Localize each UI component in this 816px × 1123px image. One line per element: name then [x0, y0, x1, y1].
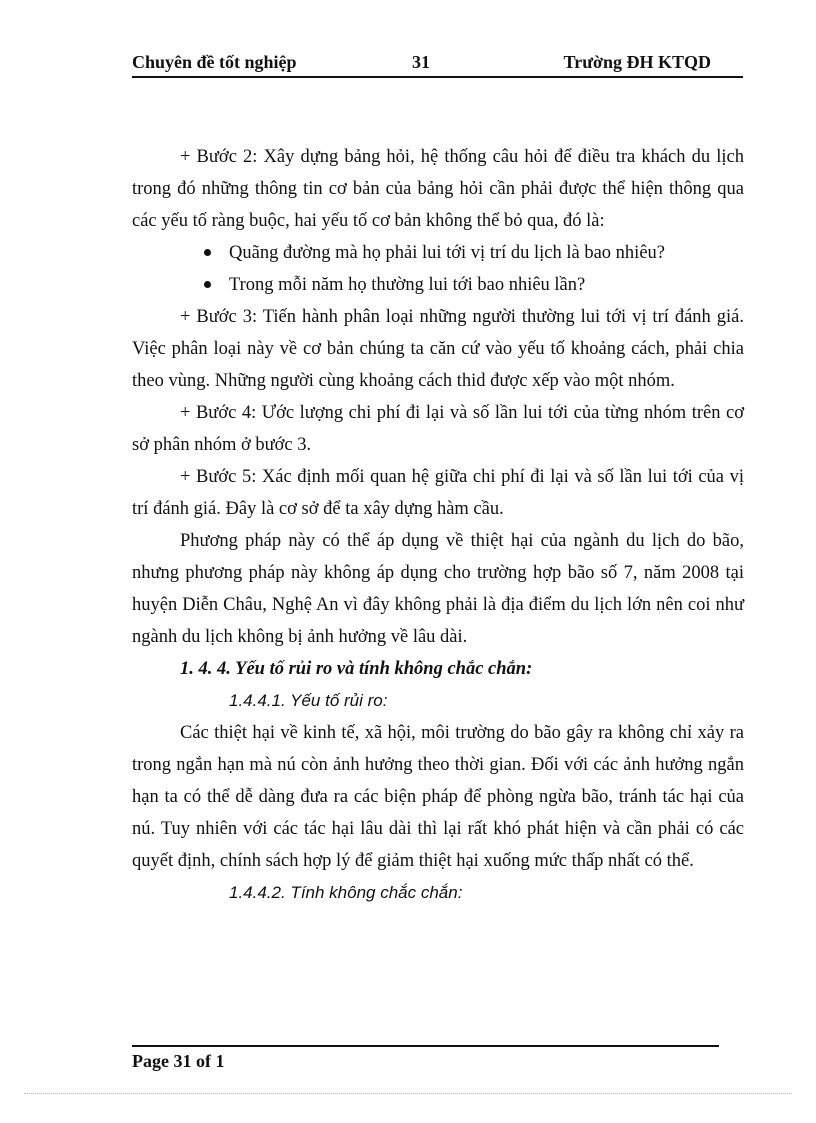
header-school-name: Trường ĐH KTQD — [563, 52, 711, 72]
footer-page-label: Page 31 of 1 — [132, 1051, 225, 1071]
paragraph-step-5: + Bước 5: Xác định mối quan hệ giữa chi phí đi lại và số lần lui tới của vị trí đánh giá. Đây là cơ sở để ta xây dựng hàm cầu. — [132, 467, 744, 519]
subsection-heading-risk: 1.4.4.1. Yếu tố rủi ro: — [229, 691, 388, 710]
footer-divider — [132, 1045, 719, 1047]
bullet-item: Trong mỗi năm họ thường lui tới bao nhiêu lần? — [132, 269, 744, 301]
document-body — [132, 141, 744, 909]
header-page-number: 31 — [412, 52, 430, 72]
section-heading: 1. 4. 4. Yếu tố rủi ro và tính không chắc chắn: — [180, 659, 533, 679]
page-header — [132, 52, 743, 78]
bullet-item: Quãng đường mà họ phải lui tới vị trí du lịch là bao nhiêu? — [132, 237, 744, 269]
paragraph-step-4: + Bước 4: Ước lượng chi phí đi lại và số lần lui tới của từng nhóm trên cơ sở phân nhóm ở bước 3. — [132, 403, 744, 455]
paragraph-step-3: + Bước 3: Tiến hành phân loại những người thường lui tới vị trí đánh giá. Việc phân loại này về cơ bản chúng ta căn cứ vào yếu tố khoảng cách, phải chia theo vùng. Những người cùng khoảng cách thid được xếp vào một nhóm. — [132, 307, 744, 391]
paragraph-step-2: + Bước 2: Xây dựng bảng hỏi, hệ thống câu hỏi để điều tra khách du lịch trong đó những thông tin cơ bản của bảng hỏi cần phải được thể hiện thông qua các yếu tố ràng buộc, hai yếu tố cơ bản không thể bỏ qua, đó là: — [132, 147, 744, 231]
paragraph-method: Phương pháp này có thể áp dụng về thiệt hại của ngành du lịch do bão, nhưng phương pháp này không áp dụng cho trường hợp bão số 7, năm 2008 tại huyện Diễn Châu, Nghệ An vì đây không phải là địa điểm du lịch lớn nên coi như ngành du lịch không bị ảnh hưởng về lâu dài. — [132, 531, 744, 647]
header-document-title: Chuyên đề tốt nghiệp — [132, 52, 297, 72]
subsection-heading-uncertainty: 1.4.4.2. Tính không chắc chắn: — [229, 883, 463, 902]
bullet-list — [132, 237, 744, 301]
paragraph-risk: Các thiệt hại về kinh tế, xã hội, môi trường do bão gây ra không chỉ xảy ra trong ngắn hạn mà nú còn ảnh hưởng theo thời gian. Đối với các ảnh hưởng ngắn hạn ta có thể dễ dàng đưa ra các biện pháp để phòng ngừa bão, tránh tác hại của nú. Tuy nhiên với các tác hại lâu dài thì lại rất khó phát hiện và cần phải có các quyết định, chính sách hợp lý để giảm thiệt hại xuống mức thấp nhất có thể. — [132, 723, 744, 871]
page-boundary — [24, 1093, 792, 1094]
